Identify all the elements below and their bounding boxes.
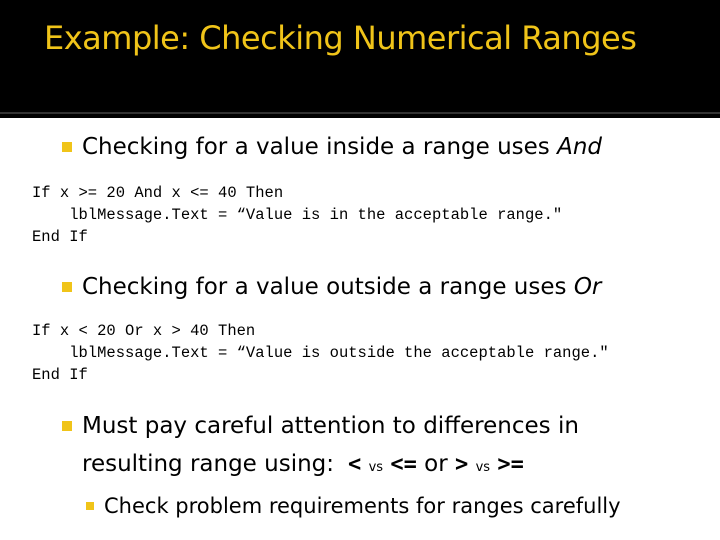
bullet-emphasis: And [557,134,603,160]
bullet-text: Checking for a value inside a range uses [82,134,558,160]
operator-less-equal: <= [390,452,417,477]
code-block-and: If x >= 20 And x <= 40 Then lblMessage.Text = “Value is in the acceptable range." End If [32,184,563,246]
title-bar [0,0,720,114]
bullet-marker [62,421,72,431]
bullet-line-2 [82,445,579,487]
slide-content [0,118,720,540]
or-word: or [424,451,448,477]
bullet-marker [62,282,72,292]
bullet-inside-range [82,128,602,166]
sub-bullet-marker [86,502,94,510]
slide-title: Example: Checking Numerical Ranges [44,19,637,57]
bullet-marker [62,142,72,152]
vs-label: vs [475,460,491,475]
bullet-emphasis: Or [573,274,602,300]
sub-bullet-requirements: Check problem requirements for ranges carefully [104,494,621,518]
operator-less-than: < [348,452,362,477]
bullet-text: Checking for a value outside a range uses [82,274,574,300]
range-prefix: resulting range using: [82,451,335,477]
operator-greater-than: > [455,452,469,477]
operator-greater-equal: >= [497,452,524,477]
code-block-or: If x < 20 Or x > 40 Then lblMessage.Text = “Value is outside the acceptable range." End If [32,322,609,384]
bullet-outside-range [82,268,601,306]
bullet-careful-attention [82,407,579,487]
vs-label: vs [368,460,384,475]
bullet-line-1: Must pay careful attention to differences in [82,413,579,439]
